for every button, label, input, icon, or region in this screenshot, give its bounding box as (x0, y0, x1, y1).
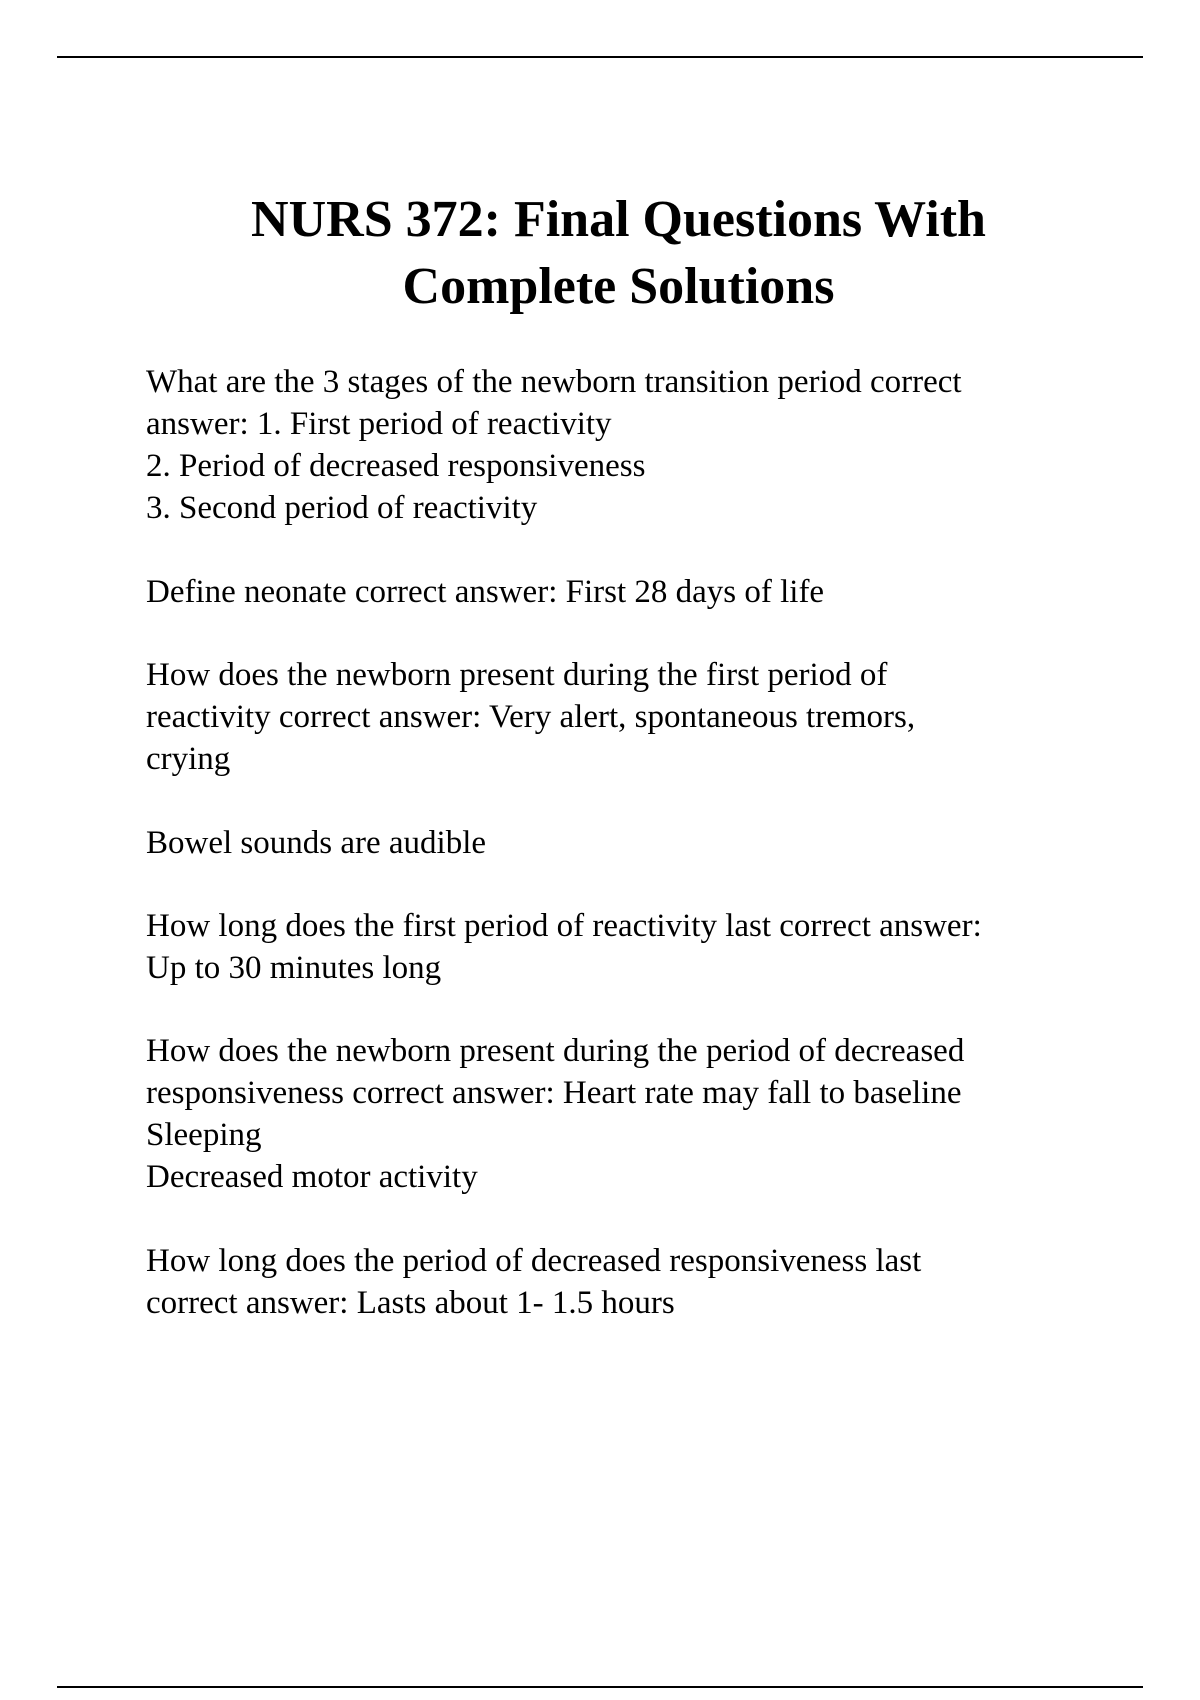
text-line: How long does the first period of reactivity last correct answer: (146, 908, 982, 944)
text-line: 3. Second period of reactivity (146, 490, 538, 526)
footer-rule (57, 1686, 1143, 1688)
text-line: correct answer: Lasts about 1- 1.5 hours (146, 1285, 675, 1321)
text-line: Up to 30 minutes long (146, 950, 442, 986)
text-line: reactivity correct answer: Very alert, spontaneous tremors, (146, 699, 916, 735)
text-line: How does the newborn present during the first period of (146, 657, 888, 693)
title-line: Complete Solutions (402, 258, 835, 315)
qa-block-decreased-responsiveness-duration (146, 1240, 1106, 1324)
qa-block-newborn-transition-stages (146, 361, 1106, 529)
text-line: 2. Period of decreased responsiveness (146, 448, 646, 484)
qa-block-first-period-duration (146, 905, 1106, 989)
text-line: What are the 3 stages of the newborn transition period correct (146, 364, 962, 400)
text-line: Decreased motor activity (146, 1159, 478, 1195)
title-line: NURS 372: Final Questions With (251, 191, 986, 248)
qa-block-define-neonate (146, 571, 1106, 613)
text-line: How does the newborn present during the period of decreased (146, 1033, 965, 1069)
text-line: Sleeping (146, 1117, 262, 1153)
text-line: Bowel sounds are audible (146, 825, 487, 861)
text-line: answer: 1. First period of reactivity (146, 406, 612, 442)
text-line: responsiveness correct answer: Heart rate may fall to baseline (146, 1075, 962, 1111)
page-title (60, 186, 1177, 320)
text-line: crying (146, 741, 231, 777)
text-line: Define neonate correct answer: First 28 days of life (146, 574, 825, 610)
text-line: How long does the period of decreased responsiveness last (146, 1243, 922, 1279)
qa-block-decreased-responsiveness-presentation (146, 1030, 1106, 1198)
qa-block-first-period-presentation (146, 654, 1106, 780)
qa-block-bowel-sounds (146, 822, 1106, 864)
header-rule (57, 56, 1143, 58)
